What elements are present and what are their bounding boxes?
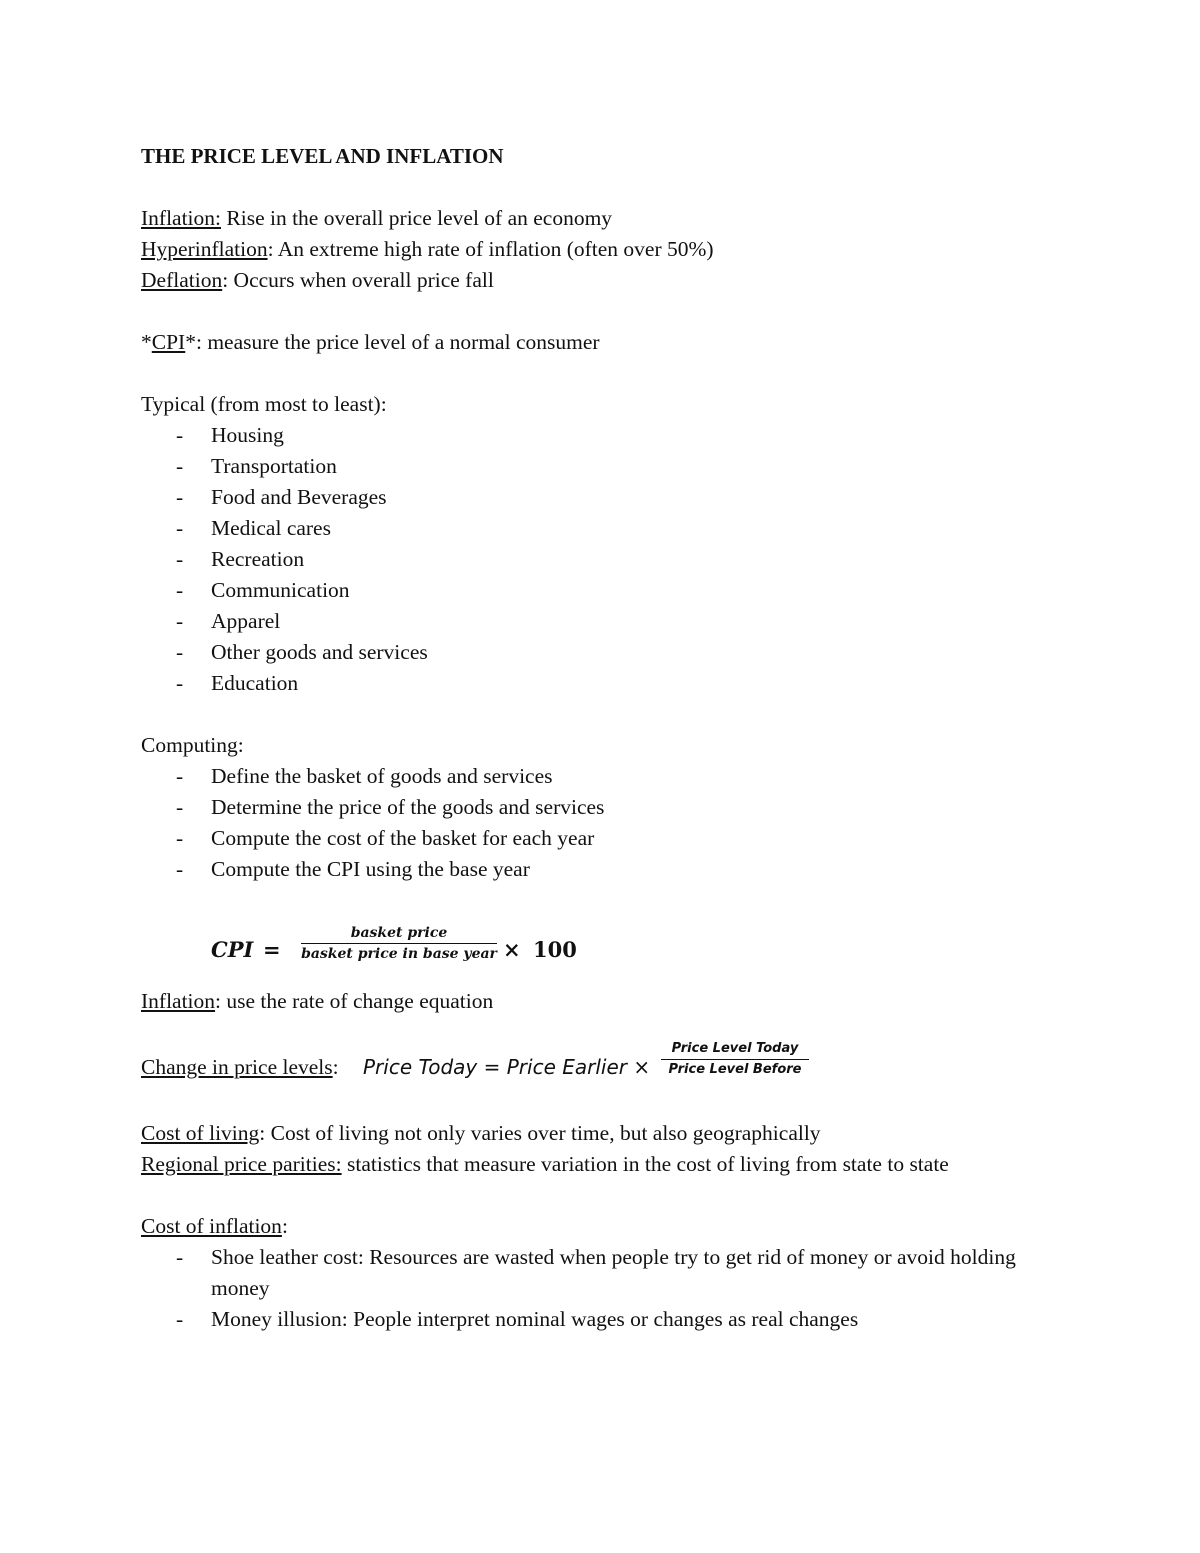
cost-of-inflation-list [141, 1242, 1041, 1335]
list-item [141, 823, 1101, 854]
cpi-prefix: * [141, 330, 152, 354]
list-item-text: Medical cares [211, 516, 331, 540]
fraction-bar [301, 943, 497, 944]
spacer [141, 1088, 1101, 1118]
formula-fraction [301, 924, 497, 963]
list-item-text: Determine the price of the goods and services [211, 795, 605, 819]
page-title: THE PRICE LEVEL AND INFLATION [141, 144, 504, 168]
computing-heading: Computing: [141, 733, 244, 757]
list-item [141, 420, 1101, 451]
list-item-text: Other goods and services [211, 640, 428, 664]
change-formula [141, 1041, 1101, 1088]
list-item-text: Compute the CPI using the base year [211, 857, 530, 881]
list-item-text: Apparel [211, 609, 281, 633]
colon: : [281, 1214, 288, 1238]
term-cost-of-living: Cost of living [141, 1121, 260, 1145]
dash-bullet: - [176, 671, 184, 695]
term-change-in-price-levels: Change in price levels [141, 1055, 333, 1079]
dash-bullet: - [176, 547, 184, 571]
list-item-text: Housing [211, 423, 284, 447]
list-item-text: Education [211, 671, 299, 695]
definition-inflation [141, 203, 1101, 234]
list-item [141, 575, 1101, 606]
list-item-text: Recreation [211, 547, 305, 571]
dash-bullet: - [176, 485, 184, 509]
dash-bullet: - [176, 764, 184, 788]
definition-text: statistics that measure variation in the cost of living from state to state [341, 1152, 949, 1176]
regional-price-parities-line [141, 1149, 1101, 1180]
definition-text: : An extreme high rate of inflation (often over 50%) [267, 237, 714, 261]
dash-bullet: - [176, 423, 184, 447]
dash-bullet: - [176, 1245, 184, 1269]
fraction-denominator: Price Level Before [668, 1062, 802, 1077]
formula-multiplier: 100 [533, 937, 577, 962]
spacer [141, 699, 1101, 730]
definition-deflation [141, 265, 1101, 296]
spacer [141, 978, 1101, 986]
dash-bullet: - [176, 640, 184, 664]
change-formula-label [141, 1052, 339, 1083]
spacer [141, 885, 1101, 916]
dash-bullet: - [176, 516, 184, 540]
dash-bullet: - [176, 578, 184, 602]
list-item [141, 513, 1101, 544]
term-cpi: CPI [151, 330, 186, 354]
definition-text: : Cost of living not only varies over time, but also geographically [259, 1121, 821, 1145]
fraction-bar [661, 1059, 809, 1060]
dash-bullet: - [176, 795, 184, 819]
formula-times: × [503, 937, 521, 962]
term-inflation: Inflation: [141, 206, 222, 230]
list-item-text: Transportation [211, 454, 337, 478]
list-item [141, 606, 1101, 637]
list-item [141, 1304, 1041, 1335]
dash-bullet: - [176, 857, 184, 881]
change-formula-expression: Price Today = Price Earlier × [363, 1055, 651, 1079]
formula-equals: = [263, 937, 281, 962]
computing-list [141, 761, 1101, 885]
colon: : [332, 1055, 339, 1079]
term-cost-of-inflation: Cost of inflation [141, 1214, 282, 1238]
list-item [141, 792, 1101, 823]
list-item [141, 482, 1101, 513]
definition-text: *: measure the price level of a normal consumer [185, 330, 600, 354]
spacer [141, 1017, 1101, 1048]
formula-lhs: CPI [211, 937, 254, 962]
typical-heading: Typical (from most to least): [141, 392, 387, 416]
dash-bullet: - [176, 454, 184, 478]
term-hyperinflation: Hyperinflation [141, 237, 268, 261]
spacer [141, 296, 1101, 327]
list-item [141, 1242, 1041, 1304]
dash-bullet: - [176, 1307, 184, 1331]
list-item [141, 451, 1101, 482]
list-item-text: Money illusion: People interpret nominal wages or changes as real changes [211, 1307, 859, 1331]
dash-bullet: - [176, 826, 184, 850]
list-item [141, 637, 1101, 668]
list-item-text: Communication [211, 578, 350, 602]
list-item-text: Compute the cost of the basket for each year [211, 826, 595, 850]
term-deflation: Deflation [141, 268, 223, 292]
spacer [141, 358, 1101, 389]
spacer [141, 1180, 1101, 1211]
term-inflation: Inflation [141, 989, 216, 1013]
dash-bullet: - [176, 609, 184, 633]
fraction-denominator: basket price in base year [301, 946, 497, 962]
fraction-numerator: Price Level Today [671, 1041, 799, 1056]
list-item [141, 668, 1101, 699]
cost-of-inflation-heading [141, 1211, 1101, 1242]
list-item [141, 761, 1101, 792]
list-item-text: Define the basket of goods and services [211, 764, 553, 788]
list-item [141, 854, 1101, 885]
definition-cpi [141, 327, 1101, 358]
fraction-numerator: basket price [350, 925, 448, 941]
typical-list [141, 420, 1101, 699]
document-page [141, 141, 1101, 1335]
change-formula-fraction [661, 1040, 809, 1079]
cpi-formula [141, 916, 1101, 978]
list-item-text: Shoe leather cost: Resources are wasted when people try to get rid of money or avoid holding money [211, 1245, 1016, 1300]
cost-of-living-line [141, 1118, 1101, 1149]
list-item-text: Food and Beverages [211, 485, 387, 509]
list-item [141, 544, 1101, 575]
term-regional-price-parities: Regional price parities: [141, 1152, 342, 1176]
definition-text: Rise in the overall price level of an economy [221, 206, 613, 230]
definition-text: : Occurs when overall price fall [222, 268, 494, 292]
inflation-equation-line [141, 986, 1101, 1017]
definition-hyperinflation [141, 234, 1101, 265]
definition-text: : use the rate of change equation [215, 989, 494, 1013]
spacer [141, 172, 1101, 203]
